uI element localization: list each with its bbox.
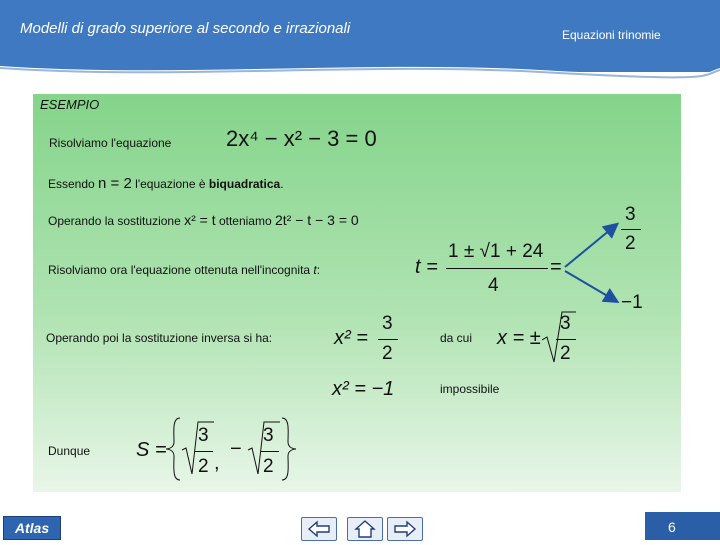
x2-numerator: 3 — [382, 313, 393, 334]
page-number: 6 — [668, 519, 676, 535]
S-denominator-1: 2 — [198, 456, 209, 477]
x2-denominator: 2 — [382, 343, 393, 364]
t-equals: = — [550, 256, 562, 278]
line1-equation: 2x⁴ − x² − 3 = 0 — [226, 126, 377, 151]
root2: −1 — [621, 292, 643, 313]
line2 — [48, 175, 284, 192]
x2-lhs: x² = — [334, 327, 368, 349]
da-cui: da cui — [440, 331, 473, 345]
t-denominator: 4 — [488, 275, 499, 296]
S-numerator-1: 3 — [198, 425, 209, 446]
home-button[interactable] — [347, 517, 383, 541]
page-indicator — [645, 512, 720, 540]
line3-equation: 2t² − t − 3 = 0 — [275, 212, 359, 228]
atlas-logo: Atlas — [3, 516, 61, 540]
root1-line — [621, 229, 641, 230]
t-lhs: t = — [415, 256, 438, 278]
line1-text: Risolviamo l'equazione — [49, 136, 172, 150]
S-lhs: S = — [136, 439, 167, 461]
dunque-label: Dunque — [48, 444, 91, 458]
line4-colon: : — [316, 263, 321, 277]
line3-text-a: Operando la sostituzione — [48, 214, 181, 228]
line3-text-b: otteniamo — [218, 214, 272, 228]
line2-n: n = 2 — [98, 175, 132, 192]
x-numerator: 3 — [560, 313, 571, 334]
S-fraction-line-1 — [195, 451, 213, 452]
line5-text: Operando poi la sostituzione inversa si ha: — [46, 331, 273, 345]
t-fraction-line — [446, 268, 548, 269]
line3-substitution: x² = t — [184, 212, 216, 228]
root1-numerator: 3 — [625, 204, 636, 225]
line2-bold: biquadratica — [208, 177, 281, 191]
line2-end: . — [280, 177, 284, 191]
line3 — [48, 212, 359, 228]
x-fraction-line — [556, 339, 576, 340]
t-numerator: 1 ± √1 + 24 — [448, 241, 544, 262]
S-denominator-2: 2 — [263, 456, 274, 477]
forward-button[interactable] — [387, 517, 423, 541]
back-icon — [302, 518, 336, 540]
x2-negative: x² = −1 — [332, 378, 395, 400]
line2-text-a: Essendo — [48, 177, 95, 191]
impossibile-label: impossibile — [440, 382, 500, 396]
line2-text-b: l'equazione è — [135, 177, 206, 191]
x-denominator: 2 — [560, 343, 571, 364]
forward-icon — [388, 518, 422, 540]
root1-denominator: 2 — [625, 233, 636, 254]
S-minus: − — [230, 438, 242, 460]
header-title: Modelli di grado superiore al secondo e irrazionali — [20, 20, 351, 37]
line4 — [48, 263, 320, 277]
S-fraction-line-2 — [261, 451, 279, 452]
line4-var: t — [313, 263, 317, 277]
back-button[interactable] — [301, 517, 337, 541]
x2-fraction-line — [378, 339, 398, 340]
S-numerator-2: 3 — [263, 425, 274, 446]
example-label: ESEMPIO — [40, 97, 100, 112]
S-comma: , — [214, 452, 220, 474]
home-icon — [348, 518, 382, 540]
line4-text: Risolviamo ora l'equazione ottenuta nell'incognita — [48, 263, 311, 277]
x-lhs: x = ± — [497, 327, 541, 349]
header-section: Equazioni trinomie — [562, 28, 661, 42]
